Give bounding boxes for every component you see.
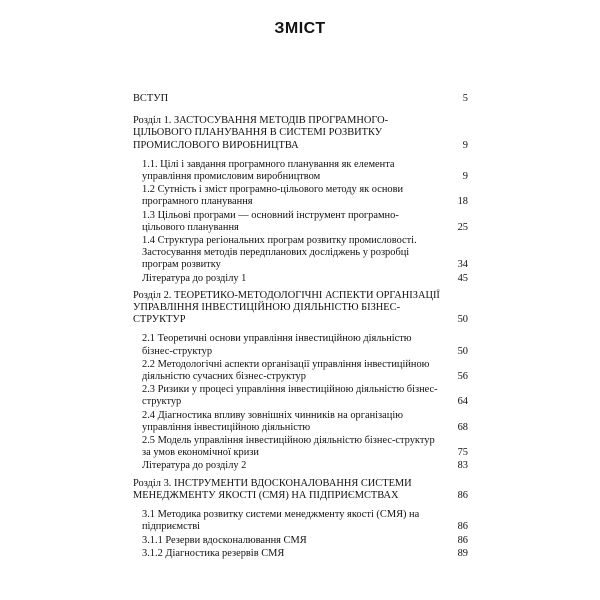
toc-section-text: 2.1 Теоретичні основи управління інвестиційною діяльністю бізнес-структур [142,333,412,357]
toc-section-page: 50 [457,345,468,357]
toc-section-text: 3.1 Методика розвитку системи менеджменту якості (СМЯ) на підприємстві [142,509,420,533]
toc-section [142,535,468,547]
toc-chapter-3 [133,478,468,502]
toc-section-page: 25 [457,221,468,233]
toc-chapter-text: Розділ 2. ТЕОРЕТИКО-МЕТОДОЛОГІЧНІ АСПЕКТИ ОРГАНІЗАЦІЇ УПРАВЛІННЯ ІНВЕСТИЦІЙНОЮ ДІЯЛЬНІСТЮ БІЗНЕС-СТРУКТУР [133,289,440,326]
toc-section [142,184,468,208]
toc-literature-page: 45 [457,272,468,284]
toc-chapter-page: 86 [457,489,468,501]
toc-section-page: 64 [457,396,468,408]
toc-literature [142,460,468,472]
toc-section-page: 75 [457,447,468,459]
toc-section [142,509,468,533]
toc-section [142,235,468,272]
toc-chapter-2-sections [133,333,468,472]
toc-section-page: 86 [457,521,468,533]
toc-section [142,548,468,560]
toc-chapter-text: Розділ 3. ІНСТРУМЕНТИ ВДОСКОНАЛОВАННЯ СИСТЕМИ МЕНЕДЖМЕНТУ ЯКОСТІ (СМЯ) НА ПІДПРИЄМСТВАХ [133,477,412,501]
toc-section-text: 1.1. Цілі і завдання програмного планування як елемента управління промисловим виробництвом [142,158,395,183]
toc-chapter-text: Розділ 1. ЗАСТОСУВАННЯ МЕТОДІВ ПРОГРАМНОГО-ЦІЛЬОВОГО ПЛАНУВАННЯ В СИСТЕМІ РОЗВИТКУ ПРОМИСЛОВОГО ВИРОБНИЦТВА [133,115,389,151]
toc-section-text: 1.4 Структура регіональних програм розвитку промисловості. Застосування методів передпланових досліджень у розробці програм розвитку [142,235,417,271]
toc-entry-page: 5 [462,93,468,104]
toc-chapter-1-sections [133,159,468,285]
toc-chapter-2 [133,290,468,327]
toc-section [142,410,468,434]
toc-entry-intro [133,93,468,105]
toc-section [142,384,468,408]
toc-section [142,435,468,459]
toc-section-page: 9 [462,171,468,183]
toc-section [142,159,468,183]
toc-section-page: 68 [457,421,468,433]
toc-section-text: 2.2 Методологічні аспекти організації управління інвестиційною діяльністю сучасних бізнес-структур [142,358,430,383]
toc-section-text: 2.5 Модель управління інвестиційною діяльністю бізнес-структур за умов економічної кризи [142,435,435,459]
toc-section-text: 3.1.2 Діагностика резервів СМЯ [142,547,285,559]
toc-section-page: 86 [457,534,468,546]
toc-section [142,333,468,357]
toc-section-page: 89 [457,547,468,559]
toc-entry-text: ВСТУП [133,93,169,104]
toc-section-page: 18 [457,196,468,208]
toc-literature [142,273,468,285]
toc-section-page: 56 [457,371,468,383]
toc-section-text: 2.4 Діагностика впливу зовнішніх чинників на організацію управління інвестиційною діяльністю [142,409,403,433]
toc-chapter-3-sections [133,509,468,560]
toc-chapter-page: 9 [462,139,468,151]
page-title: ЗМІСТ [274,20,326,37]
toc-section-text: 2.3 Ризики у процесі управління інвестиційною діяльністю бізнес-структур [142,384,438,408]
table-of-contents [133,93,468,561]
toc-section-page: 34 [457,259,468,271]
toc-section-text: 1.2 Сутність і зміст програмно-цільового методу як основи програмного планування [142,184,404,208]
toc-chapter-1 [133,115,468,152]
toc-section-text: 3.1.1 Резерви вдосконалювання СМЯ [142,534,307,546]
toc-literature-text: Література до розділу 1 [142,272,247,284]
toc-literature-page: 83 [457,460,468,472]
toc-section [142,210,468,234]
toc-chapter-page: 50 [457,314,468,326]
toc-literature-text: Література до розділу 2 [142,460,247,472]
toc-section-text: 1.3 Цільові програми — основний інструмент програмно-цільового планування [142,209,399,233]
toc-section [142,359,468,383]
